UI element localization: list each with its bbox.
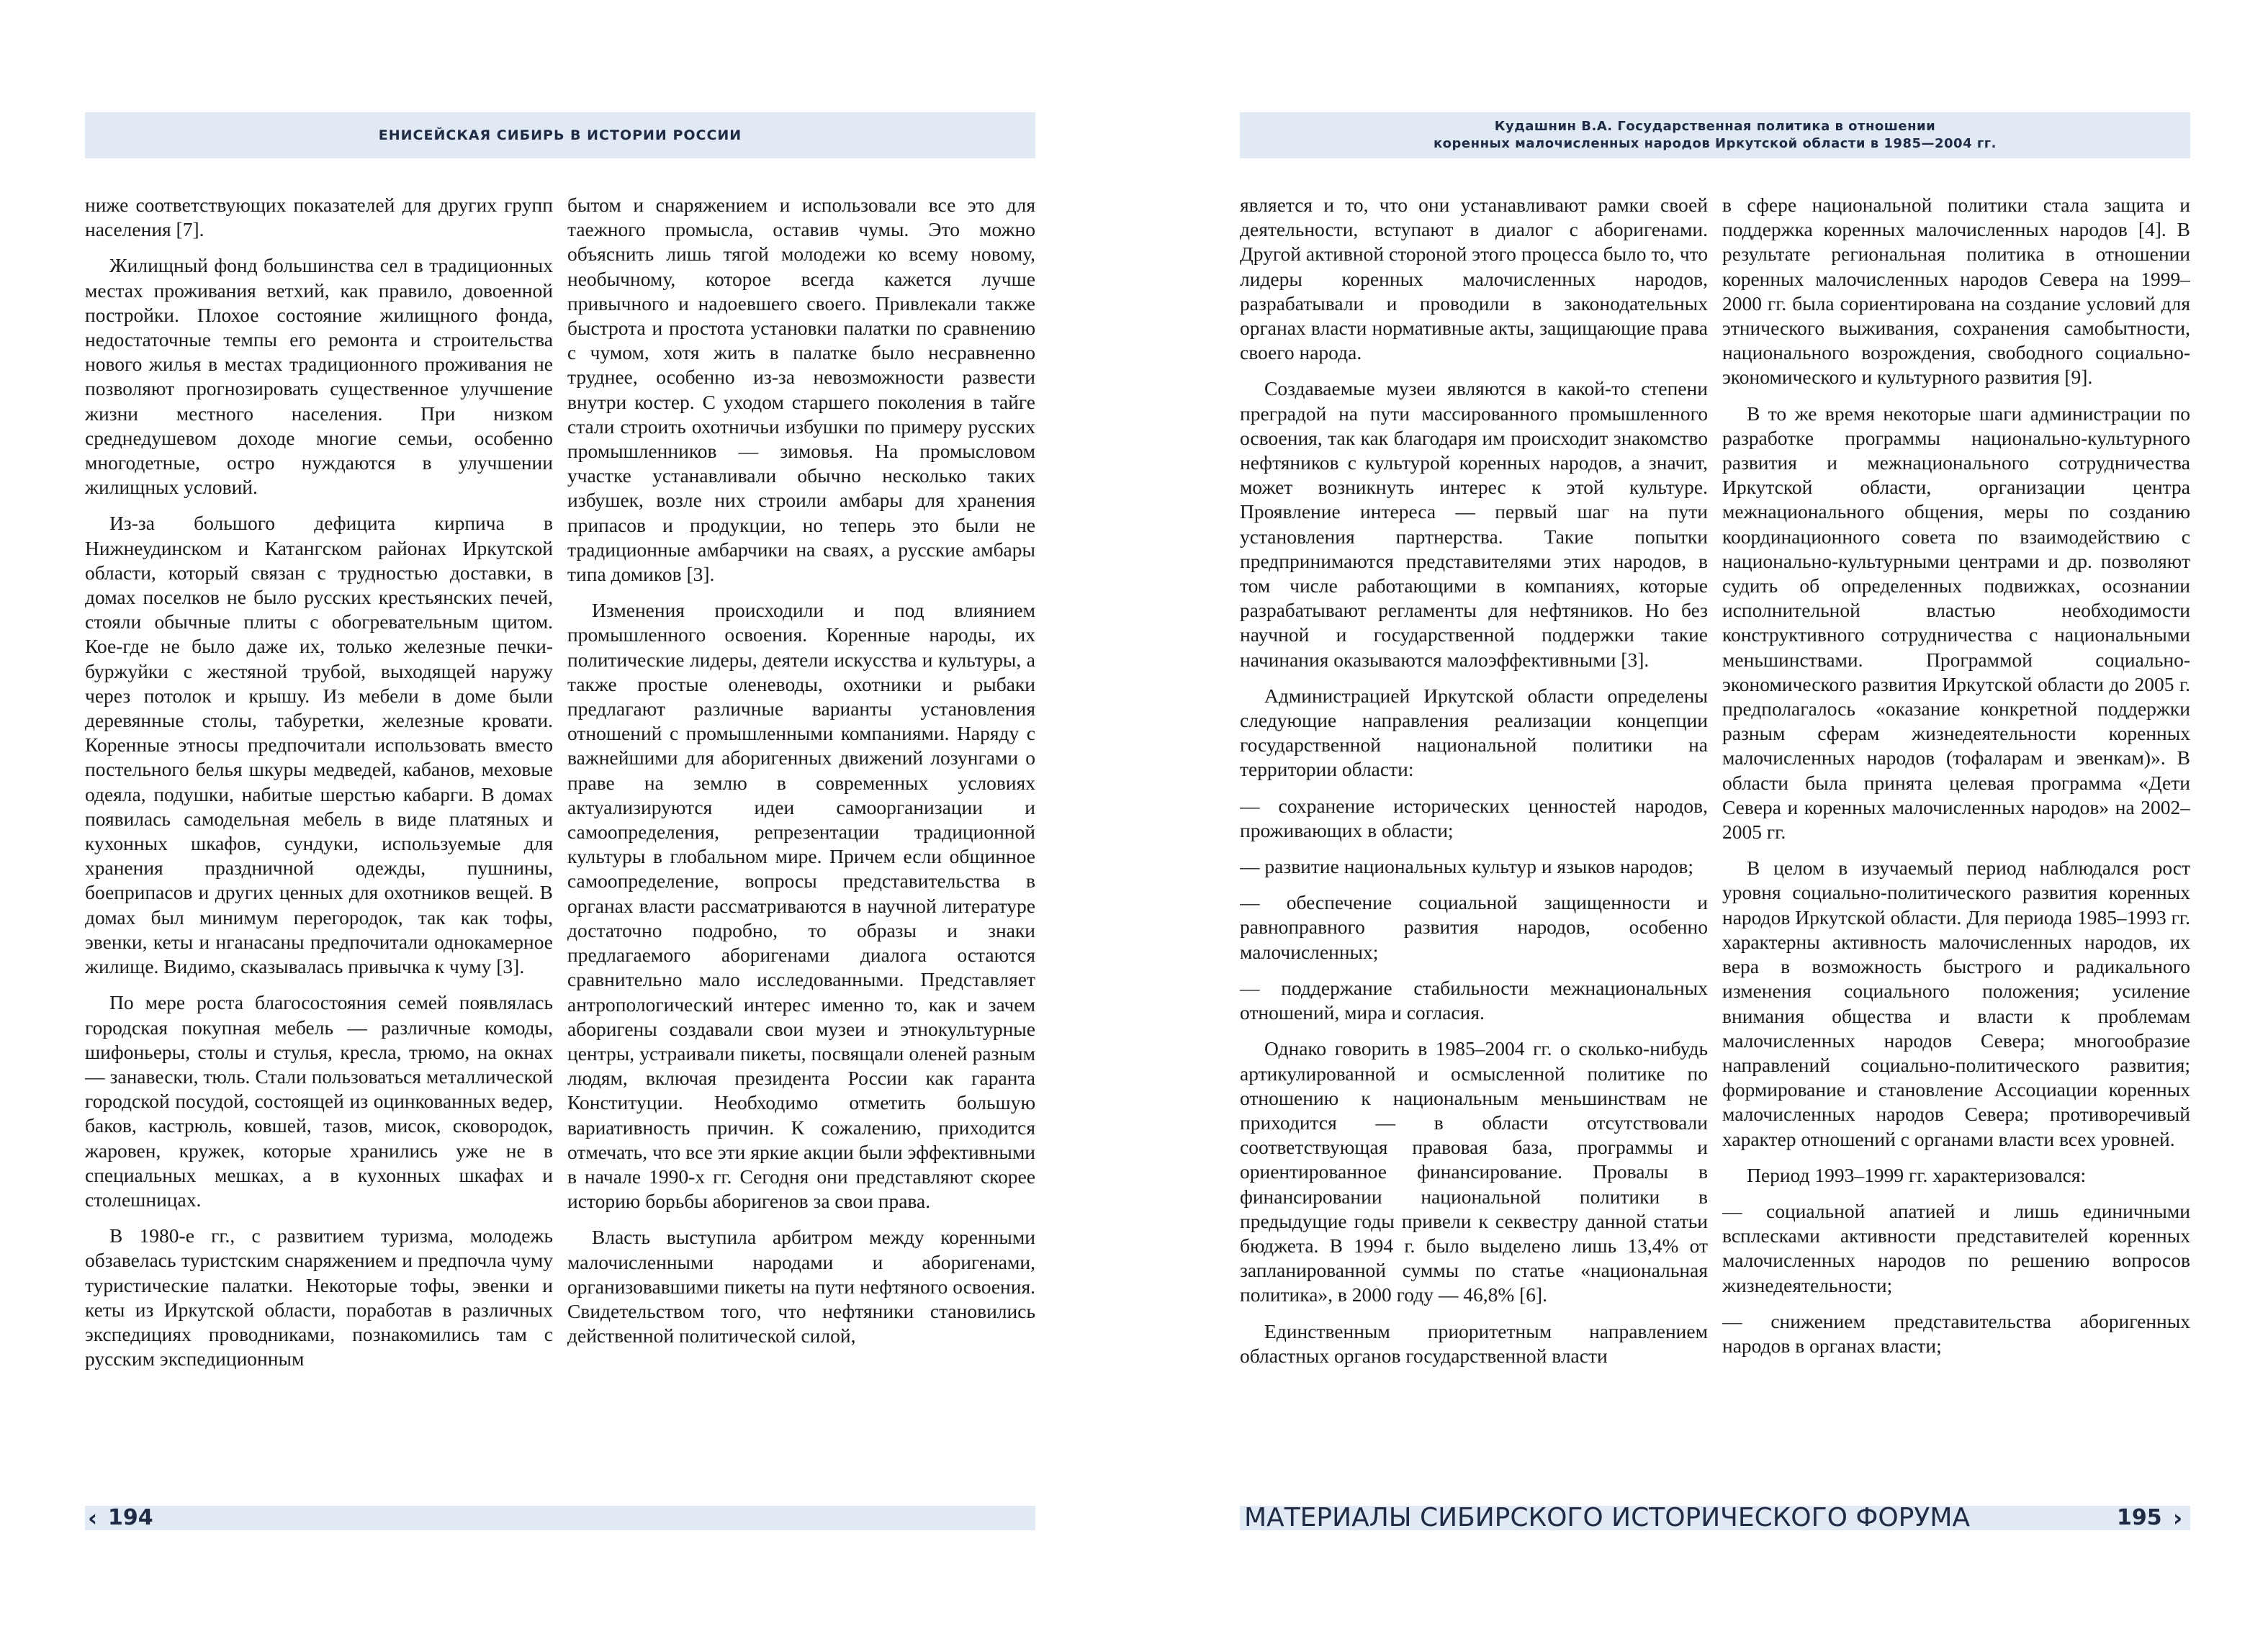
paragraph: Единственным приоритетным направлением областных органов государственной власти: [1240, 1319, 1708, 1367]
chevron-left-icon: ‹: [88, 1504, 98, 1532]
paragraph: Жилищный фонд большинства сел в традиционных местах проживания ветхий, как правило, довоенной постройки. Плохое состояние жилищного фонда, недостаточные темпы его ремонта и строительства нового жилья в местах традиционного проживания не позволяют прогнозировать существенное улучшение жизни местного населения. При низком среднедушевом доходе многие семьи, особенно многодетные, остро нуждаются в улучшении жилищных условий.: [85, 254, 553, 499]
running-header-left: [85, 112, 1035, 158]
paragraph: В 1980-е гг., с развитием туризма, молодежь обзавелась туристским снаряжением и предпочла чуму туристические палатки. Некоторые тофы, эвенки и кеты из Иркутской области, поработав в различных экспедициях проводниками, познакомились там с русским экспедиционным: [85, 1224, 553, 1370]
text-column-4: [1722, 193, 2190, 1489]
paragraph: Период 1993–1999 гг. характеризовался:: [1747, 1163, 2087, 1186]
paragraph: В целом в изучаемый период наблюдался рост уровня социально-политического развития коренных народов Иркутской области. Для периода 1985–1993 гг. характерны активность малочисленных народов, их вера в возможность быстрого и радикального изменения социального положения; усиление внимания общества и власти к проблемам малочисленных народов Севера; многообразие направлений социально-политического развития; формирование и становление Ассоциации коренных малочисленных народов Севера; противоречивый характер отношений с органами власти всех уровней.: [1722, 857, 2190, 1150]
running-header-right: [1240, 112, 2190, 158]
dash-list-item: — сохранение исторических ценностей народов, проживающих в области;: [1240, 794, 1708, 841]
dash-list-item: — снижением представительства аборигенных народов в органах власти;: [1722, 1309, 2190, 1357]
text-column-3: [1240, 193, 1708, 1489]
running-header-right-line1: Кудашнин В.А. Государственная политика в отношении: [1494, 119, 1936, 134]
paragraph: Власть выступила арбитром между коренными малочисленными народами и аборигенами, организовавшими пикеты на пути нефтяного освоения. Свидетельством того, что нефтяники становились действенной политической силой,: [567, 1226, 1035, 1347]
paragraph: бытом и снаряжением и использовали все это для таежного промысла, оставив чумы. Это можно объяснить лишь тягой молодежи ко всему новому, необычному, которое всегда кажется лучше привычного и надоевшего своего. Привлекали также быстрота и простота установки палатки по сравнению с чумом, хотя жить в палатке было несравненно труднее, особенно из-за невозможности развести внутри костер. С уходом старшего поколения в тайге стали строить охотничьи избушки по примеру русских промышленников — зимовья. На промысловом участке устанавливали обычно несколько таких избушек, возле них строили амбары для хранения припасов и продукции, но теперь это были не традиционные амбарчики на сваях, а русские амбары типа домиков [3].: [567, 194, 1035, 586]
paragraph: является и то, что они устанавливают рамки своей деятельности, вступают в диалог с аборигенами. Другой активной стороной этого процесса было то, что лидеры коренных малочисленных народов, разрабатывали и проводили в законодательных органах власти нормативные акты, защищающие права своего народа.: [1240, 194, 1708, 364]
paragraph: Однако говорить в 1985–2004 гг. о сколько-нибудь артикулированной и осмысленной политике по отношению к национальным меньшинствам не приходится — в области отсутствовали соответствующая правовая база, программы и ориентированное финансирование. Провалы в финансировании национальной политики в предыдущие годы привели к секвестру данной статьи бюджета. В 1994 г. было выделено лишь 13,4% от запланированной суммы по статье «национальная политика», в 2000 году — 46,8% [6].: [1240, 1037, 1708, 1306]
dash-list-item: — поддержание стабильности межнациональных отношений, мира и согласия.: [1240, 976, 1708, 1024]
page-number-left: 194: [108, 1505, 153, 1530]
dash-list-item: — социальной апатией и лишь единичными всплесками активности представителей коренных малочисленных народов по решению вопросов жизнедеятельности;: [1722, 1199, 2190, 1296]
dash-list-item: — развитие национальных культур и языков народов;: [1240, 855, 1693, 878]
page-number-right: 195: [2117, 1505, 2162, 1530]
text-column-2: [567, 193, 1035, 1489]
paragraph: Из-за большого дефицита кирпича в Нижнеудинском и Катангском районах Иркутской области, который связан с трудностью доставки, в домах поселков не было русских крестьянских печей, стояли обычные плиты с обогревательным щитом. Кое-где не было даже их, только железные печки-буржуйки с жестяной трубой, выходящей наружу через потолок и крышу. Из мебели в доме были деревянные столы, табуретки, железные кровати. Коренные этносы предпочитали использовать вместо постельного белья шкуры медведей, кабанов, меховые одеяла, подушки, набитые шерстью кабарги. В домах появилась самодельная мебель в виде платяных и кухонных шкафов, сундуки, используемые для хранения праздничной одежды, пушнины, боеприпасов и других ценных для охотников вещей. В домах был минимум перегородок, так как тофы, эвенки, кеты и нганасаны предпочитали однокамерное жилище. Видимо, сказывалась привычка к чуму [3].: [85, 512, 553, 978]
running-header-right-line2: коренных малочисленных народов Иркутской области в 1985—2004 гг.: [1433, 136, 1997, 151]
dash-list-item: — обеспечение социальной защищенности и равноправного развития народов, особенно малочисленных;: [1240, 891, 1708, 963]
paragraph: Администрацией Иркутской области определены следующие направления реализации концепции государственной национальной политики на территории области:: [1240, 684, 1708, 781]
paragraph: в сфере национальной политики стала защита и поддержка коренных малочисленных народов [4]. В результате региональная политика в отношении коренных малочисленных народов Севера на 1999–2000 гг. была сориентирована на создание условий для этнического выживания, сохранения самобытности, национального возрождения, свободного социально-экономического и культурного развития [9].: [1722, 194, 2190, 389]
footer-bar-left: [85, 1506, 1035, 1530]
paragraph: По мере роста благосостояния семей появлялась городская покупная мебель — различные комоды, шифоньеры, столы и стулья, кресла, трюмо, на окнах — занавески, тюль. Стали пользоваться металлической городской посудой, состоящей из оцинкованных ведер, баков, кастрюль, ковшей, тазов, мисок, сковородок, жаровен, кружек, которые хранились уже не в специальных мешках, а в кухонных шкафах и столешницах.: [85, 991, 553, 1211]
chevron-right-icon: ›: [2173, 1504, 2183, 1532]
journal-title: МАТЕРИАЛЫ СИБИРСКОГО ИСТОРИЧЕСКОГО ФОРУМА: [1244, 1503, 1971, 1532]
running-header-left-text: ЕНИСЕЙСКАЯ СИБИРЬ В ИСТОРИИ РОССИИ: [378, 127, 742, 143]
paragraph: Создаваемые музеи являются в какой-то степени преградой на пути массированного промышленного освоения, так как благодаря им происходит знакомство нефтяников с культурой коренных народов, а значит, может возникнуть интерес к этой культуре. Проявление интереса — первый шаг на пути установления партнерства. Такие попытки предпринимаются представителями этих народов, в том числе работающими в компаниях, которые разрабатывают регламенты для нефтяников. Но без научной и государственной поддержки такие начинания оказываются малоэффективными [3].: [1240, 377, 1708, 671]
paragraph: ниже соответствующих показателей для других групп населения [7].: [85, 194, 553, 241]
text-column-1: [85, 193, 553, 1489]
paragraph: В то же время некоторые шаги администрации по разработке программы национально-культурного развития и межнационального сотрудничества Иркутской области, организации центра межнационального общения, меры по созданию координационного совета по взаимодействию с национально-культурными центрами и др. позволяют судить об определенных подвижках, осознании исполнительной властью необходимости конструктивного сотрудничества с национальными меньшинствами. Программой социально-экономического развития Иркутской области до 2005 г. предполагалось «оказание конкретной поддержки разным сферам жизнедеятельности коренных малочисленных народов (тофаларам и эвенкам)». В области была принята целевая программа «Дети Севера и коренных малочисленных народов» на 2002–2005 гг.: [1722, 402, 2190, 844]
paragraph: Изменения происходили и под влиянием промышленного освоения. Коренные народы, их политические лидеры, деятели искусства и культуры, а также простые оленеводы, охотники и рыбаки предлагают различные варианты установления отношений с промышленными компаниями. Наряду с важнейшими для аборигенных движений лозунгами о праве на землю в современных условиях актуализируются идеи самоорганизации и самоопределения, репрезентации традиционной культуры в глобальном мире. Причем если общинное самоопределение, вопросы представительства в органах власти рассматриваются в научной литературе достаточно подробно, то образы и знаки предлагаемого аборигенами диалога остаются сравнительно мало исследованными. Представляет антропологический интерес именно то, как и зачем аборигены создавали свои музеи и этнокультурные центры, устраивали пикеты, посвящали оленей разным людям, включая президента России как гаранта Конституции. Необходимо отметить большую вариативность причин. К сожалению, приходится отмечать, что все эти яркие акции были эффективными в начале 1990-х гг. Сегодня они представляют скорее историю борьбы аборигенов за свои права.: [567, 599, 1035, 1213]
